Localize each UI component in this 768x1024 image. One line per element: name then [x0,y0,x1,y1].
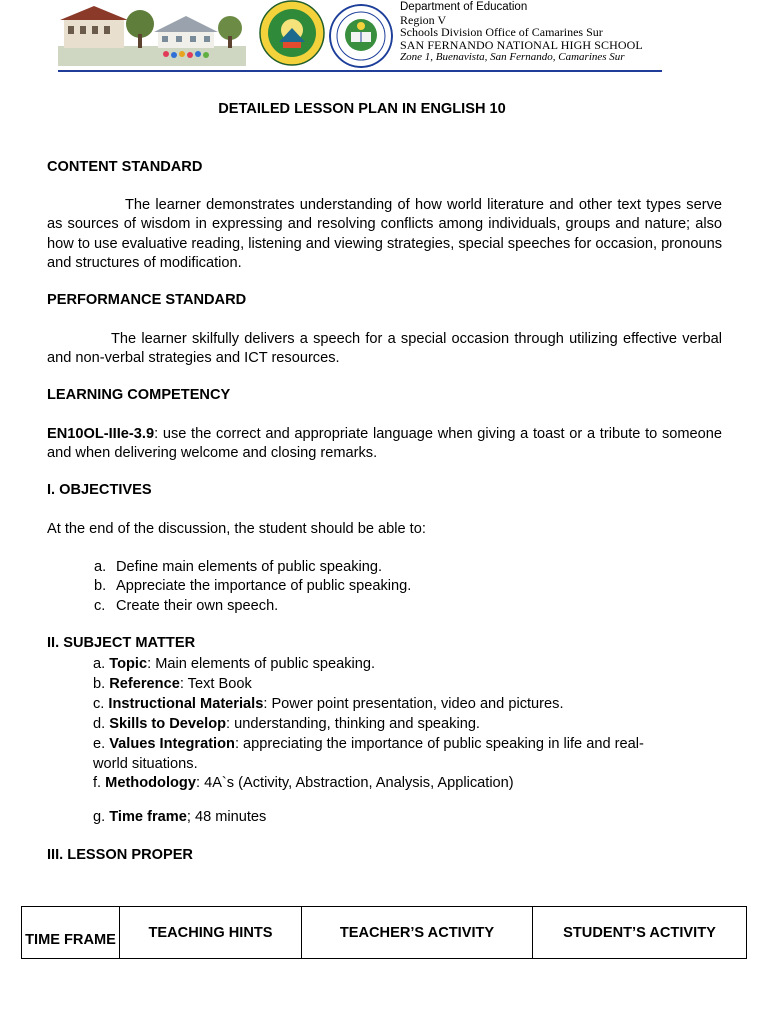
content-standard-text: The learner demonstrates understanding of how world literature and other text types serve as sources of wisdom in expressing and resolving conflicts among individuals, groups and nature; also how to use evaluative reading, listening and viewing strategies, special speeches for occasion, pronouns and structures of modification. [47,197,722,272]
subject-item [93,715,663,735]
school-name: SAN FERNANDO NATIONAL HIGH SCHOOL [400,37,643,52]
objectives-list [94,558,411,616]
subject-text: understanding, thinking and speaking. [230,715,480,732]
competency-description: : use the correct and appropriate language when giving a toast or a tribute to someone and when delivering welcome and closing remarks. [47,426,722,462]
subject-marker: g. [93,809,106,826]
subject-separator: : [226,715,231,732]
subject-marker: b. [93,675,106,692]
subject-label: Topic [109,656,148,672]
division-name: Schools Division Office of Camarines Sur [400,25,603,40]
letterhead [58,0,662,74]
subject-separator: : [195,775,201,792]
school-address: Zone 1, Buenavista, San Fernando, Camarines Sur [400,51,625,64]
objective-item [94,558,411,577]
subject-matter-heading: II. SUBJECT MATTER [47,635,196,651]
subject-item [93,735,663,775]
content-standard-section [47,196,722,274]
performance-standard-heading: PERFORMANCE STANDARD [47,292,247,308]
subject-separator: : [234,735,239,752]
letterhead-text [400,1,643,64]
subject-label: Time frame [109,809,187,826]
division-seal-logo [259,0,325,66]
objective-marker: a. [94,559,107,575]
column-header-students-activity: STUDENT’S ACTIVITY [533,907,747,959]
subject-label: Reference [109,675,180,692]
letterhead-divider [58,70,662,72]
agency-name: Department of Education [400,1,528,13]
subject-item [93,774,663,794]
subject-label: Instructional Materials [108,695,264,712]
objective-item [94,577,411,596]
column-header-teachers-activity: TEACHER’S ACTIVITY [302,907,533,959]
subject-marker: e. [93,735,106,752]
subject-label: Skills to Develop [109,715,227,732]
school-seal-logo [329,4,393,68]
objectives-heading: I. OBJECTIVES [47,482,152,498]
subject-label: Values Integration [109,735,235,752]
objective-marker: b. [94,578,107,595]
objective-item [94,597,411,616]
table-header-row [22,907,747,959]
column-header-label: TIME FRAME [25,931,116,948]
subject-text: Main elements of public speaking. [151,656,376,672]
learning-competency-text [47,425,722,464]
performance-standard-text: The learner skilfully delivers a speech for a special occasion through utilizing effective verbal and non-verbal strategies and ICT resources. [47,331,722,367]
subject-marker: c. [93,695,105,712]
subject-item [93,675,663,695]
subject-matter-list [93,655,663,828]
subject-text: Power point presentation, video and pictures. [267,695,564,712]
lesson-proper-heading: III. LESSON PROPER [47,847,193,863]
objective-text: Define main elements of public speaking. [116,559,383,575]
subject-text: appreciating the importance of public speaking in life and real-world situations. [93,735,644,772]
document-title: DETAILED LESSON PLAN IN ENGLISH 10 [218,101,506,117]
region-name: Region V [400,12,447,27]
school-illustration-image [58,2,246,66]
subject-label: Methodology [105,775,196,792]
subject-marker: f. [93,775,102,792]
subject-text: 48 minutes [190,809,267,826]
subject-marker: a. [93,656,106,672]
objective-text: Create their own speech. [116,597,279,614]
column-header-time-frame [22,907,120,959]
subject-item [93,808,663,828]
subject-separator: : [179,675,184,692]
subject-item [93,655,663,675]
learning-competency-heading: LEARNING COMPETENCY [47,387,231,403]
objective-text: Appreciate the importance of public speaking. [116,578,412,595]
lesson-proper-table [21,906,747,959]
learning-competency-section [47,425,722,464]
subject-text: Text Book [183,675,252,692]
competency-code: EN10OL-IIIe-3.9 [47,426,155,442]
subject-item [93,695,663,715]
subject-marker: d. [93,715,106,732]
subject-separator: : [147,656,152,672]
objective-marker: c. [94,597,106,614]
subject-separator: ; [186,809,191,826]
subject-separator: : [263,695,268,712]
column-header-teaching-hints: TEACHING HINTS [120,907,302,959]
objectives-intro: At the end of the discussion, the student should be able to: [47,521,426,537]
subject-text: 4A`s (Activity, Abstraction, Analysis, Application) [200,775,514,792]
content-standard-heading: CONTENT STANDARD [47,159,203,175]
performance-standard-section [47,330,722,369]
